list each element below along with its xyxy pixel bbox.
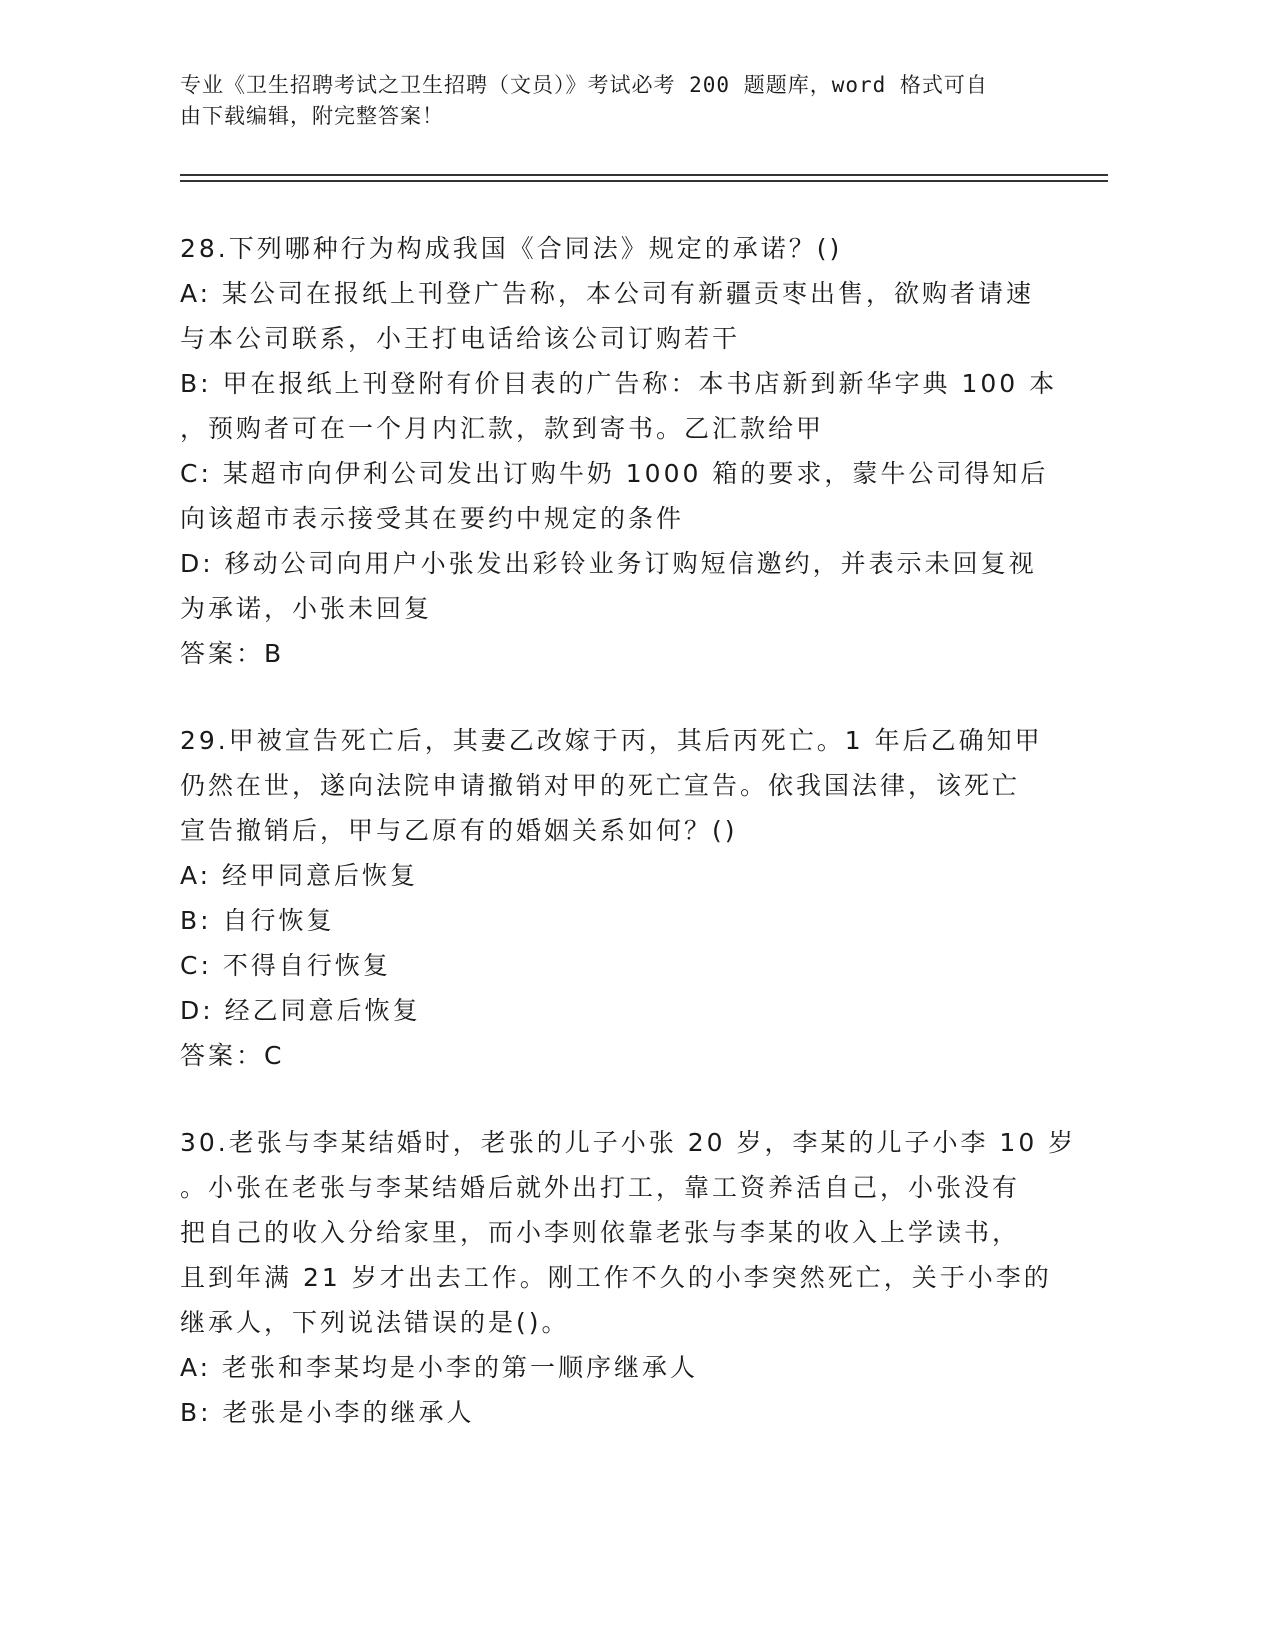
question-stem-cont: 宣告撤销后，甲与乙原有的婚姻关系如何？() — [180, 816, 738, 845]
question-stem-cont: 把自己的收入分给家里，而小李则依靠老张与李某的收入上学读书， — [180, 1218, 1021, 1247]
answer: 答案：C — [180, 1041, 285, 1070]
option-d-cont: 为承诺，小张未回复 — [180, 594, 433, 623]
option-c: C: 某超市向伊利公司发出订购牛奶 1000 箱的要求，蒙牛公司得知后 — [180, 459, 1049, 488]
option-b: B: 老张是小李的继承人 — [180, 1398, 475, 1427]
option-b: B: 甲在报纸上刊登附有价目表的广告称：本书店新到新华字典 100 本 — [180, 369, 1058, 398]
question-stem-cont: 继承人，下列说法错误的是()。 — [180, 1308, 570, 1337]
question-stem: 28.下列哪种行为构成我国《合同法》规定的承诺？() — [180, 234, 843, 263]
option-a: A: 某公司在报纸上刊登广告称，本公司有新疆贡枣出售，欲购者请速 — [180, 279, 1035, 308]
option-d: D: 经乙同意后恢复 — [180, 996, 421, 1025]
option-a: A: 经甲同意后恢复 — [180, 861, 419, 890]
question-stem-cont: 且到年满 21 岁才出去工作。刚工作不久的小李突然死亡，关于小李的 — [180, 1263, 1052, 1292]
header-line-2: 由下载编辑，附完整答案！ — [180, 104, 444, 128]
option-d: D: 移动公司向用户小张发出彩铃业务订购短信邀约，并表示未回复视 — [180, 549, 1037, 578]
question-stem-cont: 仍然在世，遂向法院申请撤销对甲的死亡宣告。依我国法律，该死亡 — [180, 771, 1021, 800]
question-28 — [180, 229, 1058, 679]
question-stem-cont: 。小张在老张与李某结婚后就外出打工，靠工资养活自己，小张没有 — [180, 1173, 1021, 1202]
option-c-cont: 向该超市表示接受其在要约中规定的条件 — [180, 504, 685, 533]
question-list — [180, 229, 1077, 1480]
header-rule-top — [180, 174, 1108, 176]
document-header — [180, 70, 1040, 132]
option-a-cont: 与本公司联系，小王打电话给该公司订购若干 — [180, 324, 741, 353]
answer: 答案：B — [180, 639, 285, 668]
option-c: C: 不得自行恢复 — [180, 951, 391, 980]
question-stem: 30.老张与李某结婚时，老张的儿子小张 20 岁，李某的儿子小李 10 岁 — [180, 1128, 1077, 1157]
header-rule-bottom — [180, 180, 1108, 182]
option-b-cont: ，预购者可在一个月内汇款，款到寄书。乙汇款给甲 — [180, 414, 825, 443]
question-29 — [180, 721, 1043, 1081]
option-a: A: 老张和李某均是小李的第一顺序继承人 — [180, 1353, 699, 1382]
header-line-1: 专业《卫生招聘考试之卫生招聘（文员）》考试必考 200 题题库，word 格式可自 — [180, 73, 988, 97]
question-30 — [180, 1123, 1077, 1438]
option-b: B: 自行恢复 — [180, 906, 335, 935]
question-stem: 29.甲被宣告死亡后，其妻乙改嫁于丙，其后丙死亡。1 年后乙确知甲 — [180, 726, 1043, 755]
